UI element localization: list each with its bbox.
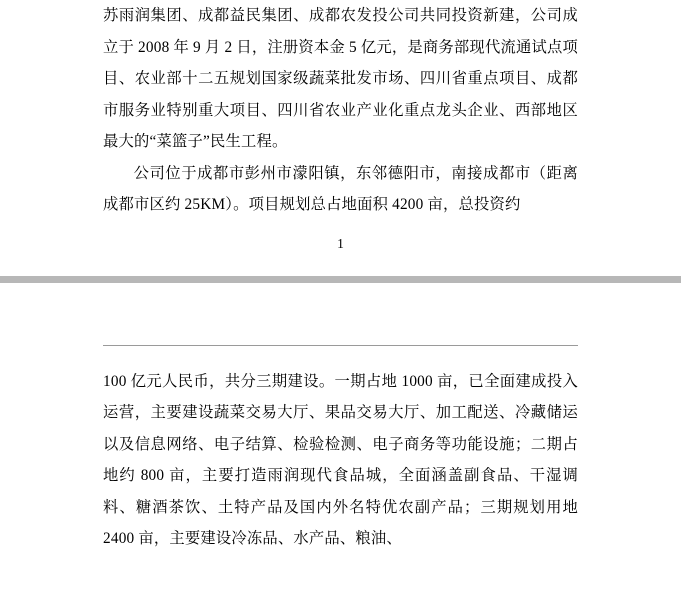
page-separator-band (0, 276, 681, 283)
paragraph-3: 100 亿元人民币，共分三期建设。一期占地 1000 亩，已全面建成投入运营，主要建设蔬菜交易大厅、果品交易大厅、加工配送、冷藏储运以及信息网络、电子结算、检验检测、电子商务等功能设施；二期占地约 800 亩，主要打造雨润现代食品城，全面涵盖副食品、干湿调料、糖酒茶饮、土特产品及国内外名特优农副产品；三期规划用地 2400 亩，主要建设冷冻品、水产品、粮油、 (103, 372, 578, 547)
page-number: 1 (337, 235, 344, 251)
document-page-one (0, 0, 681, 254)
header-rule-spacer (103, 346, 578, 366)
page-separator-space (0, 283, 681, 345)
page-one-body (103, 0, 578, 254)
page-gap-top (0, 254, 681, 276)
document-page-two (0, 345, 681, 555)
paragraph-1: 苏雨润集团、成都益民集团、成都农发投公司共同投资新建，公司成立于 2008 年 9 月 2 日，注册资本金 5 亿元，是商务部现代流通试点项目、农业部十二五规划国家级蔬菜批发市场、四川省重点项目、成都市服务业特别重大项目、四川省农业产业化重点龙头企业、西部地区最大的“菜篮子”民生工程。 (103, 7, 578, 150)
page-two-body (103, 345, 578, 555)
paragraph-2: 公司位于成都市彭州市濛阳镇，东邻德阳市，南接成都市（距离成都市区约 25KM）。项目规划总占地面积 4200 亩，总投资约 (103, 164, 578, 213)
